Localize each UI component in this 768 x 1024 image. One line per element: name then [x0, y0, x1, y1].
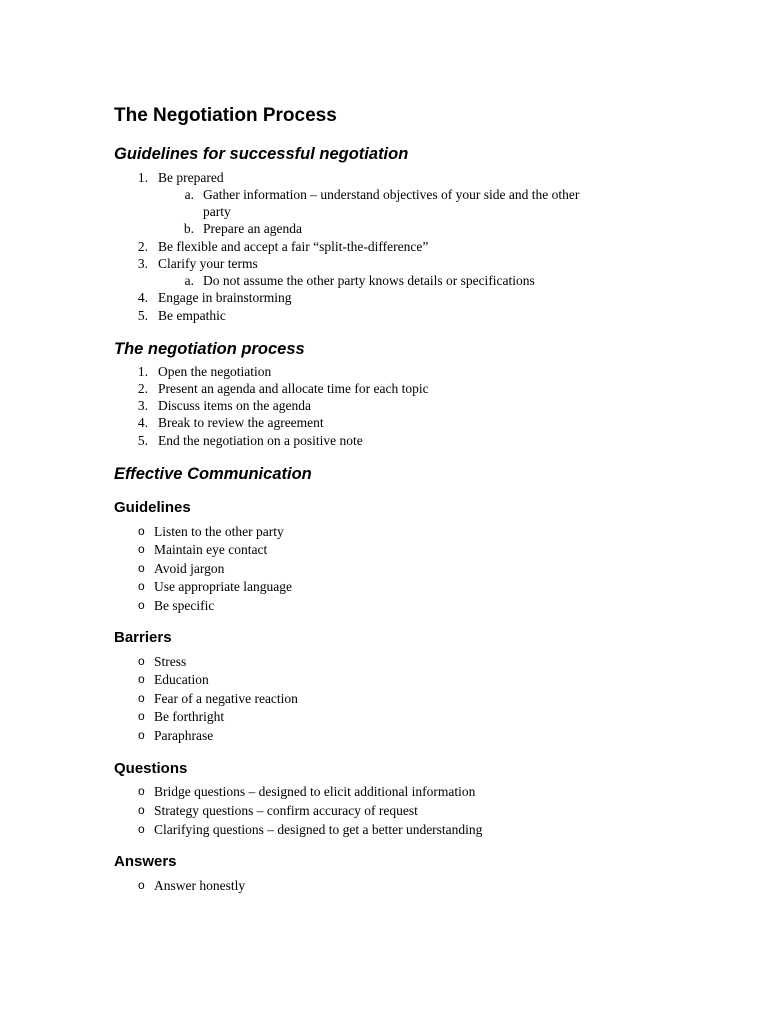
bullet-marker: o — [138, 579, 145, 593]
bullet-marker: o — [138, 542, 145, 556]
list-item-text: Clarify your terms — [158, 256, 258, 271]
section-heading-process: The negotiation process — [114, 340, 305, 358]
bullet-marker: o — [138, 561, 145, 575]
bullet-item-text: Education — [154, 672, 209, 687]
bullet-marker: o — [138, 878, 145, 892]
bullet-marker: o — [138, 803, 145, 817]
sub-list-letter: b. — [183, 221, 194, 236]
list-item-text: Be prepared — [158, 170, 224, 185]
bullet-marker: o — [138, 672, 145, 686]
list-item-text: Discuss items on the agenda — [158, 398, 311, 413]
document-title: The Negotiation Process — [114, 105, 337, 126]
list-number: 1. — [137, 364, 148, 379]
list-item-text: Open the negotiation — [158, 364, 272, 379]
bullet-item-text: Maintain eye contact — [154, 542, 268, 557]
sub-list-item-text: Gather information – understand objectives of your side and the other — [203, 187, 580, 202]
bullet-item-text: Strategy questions – confirm accuracy of request — [154, 803, 418, 818]
list-number: 1. — [137, 170, 148, 185]
list-item-text: Engage in brainstorming — [158, 290, 292, 305]
bullet-item-text: Stress — [154, 654, 187, 669]
list-item-text: Present an agenda and allocate time for each topic — [158, 381, 429, 396]
section-heading-guidelines: Guidelines for successful negotiation — [114, 145, 409, 163]
sub-list-item-text: Do not assume the other party knows details or specifications — [203, 273, 535, 288]
sub-list-letter: a. — [184, 187, 194, 202]
subsection-heading-guidelines: Guidelines — [114, 499, 191, 516]
bullet-marker: o — [138, 709, 145, 723]
subsection-heading-questions: Questions — [114, 760, 188, 777]
subsection-heading-barriers: Barriers — [114, 629, 172, 646]
subsection-heading-answers: Answers — [114, 853, 177, 870]
bullet-item-text: Fear of a negative reaction — [154, 691, 298, 706]
bullet-marker: o — [138, 784, 145, 798]
bullet-marker: o — [138, 598, 145, 612]
sub-list-item-text: Prepare an agenda — [203, 221, 302, 236]
list-number: 5. — [137, 433, 148, 448]
bullet-marker: o — [138, 691, 145, 705]
section-heading-communication: Effective Communication — [114, 465, 312, 483]
bullet-item-text: Be forthright — [154, 709, 225, 724]
sub-list-letter: a. — [184, 273, 194, 288]
list-number: 2. — [137, 381, 148, 396]
list-item-text: Be empathic — [158, 308, 226, 323]
sub-list-item-continuation: party — [203, 204, 231, 219]
bullet-marker: o — [138, 654, 145, 668]
bullet-item-text: Listen to the other party — [154, 524, 284, 539]
bullet-item-text: Avoid jargon — [154, 561, 225, 576]
list-number: 3. — [137, 398, 148, 413]
list-number: 3. — [137, 256, 148, 271]
bullet-marker: o — [138, 524, 145, 538]
list-item-text: End the negotiation on a positive note — [158, 433, 363, 448]
bullet-item-text: Bridge questions – designed to elicit additional information — [154, 784, 476, 799]
bullet-item-text: Be specific — [154, 598, 215, 613]
bullet-marker: o — [138, 728, 145, 742]
bullet-item-text: Clarifying questions – designed to get a better understanding — [154, 822, 483, 837]
list-number: 2. — [137, 239, 148, 254]
bullet-item-text: Answer honestly — [154, 878, 246, 893]
bullet-item-text: Paraphrase — [154, 728, 214, 743]
list-number: 5. — [137, 308, 148, 323]
bullet-item-text: Use appropriate language — [154, 579, 292, 594]
list-item-text: Be flexible and accept a fair “split-the-difference” — [158, 239, 429, 254]
list-item-text: Break to review the agreement — [158, 415, 324, 430]
list-number: 4. — [137, 290, 148, 305]
list-number: 4. — [137, 415, 148, 430]
bullet-marker: o — [138, 822, 145, 836]
